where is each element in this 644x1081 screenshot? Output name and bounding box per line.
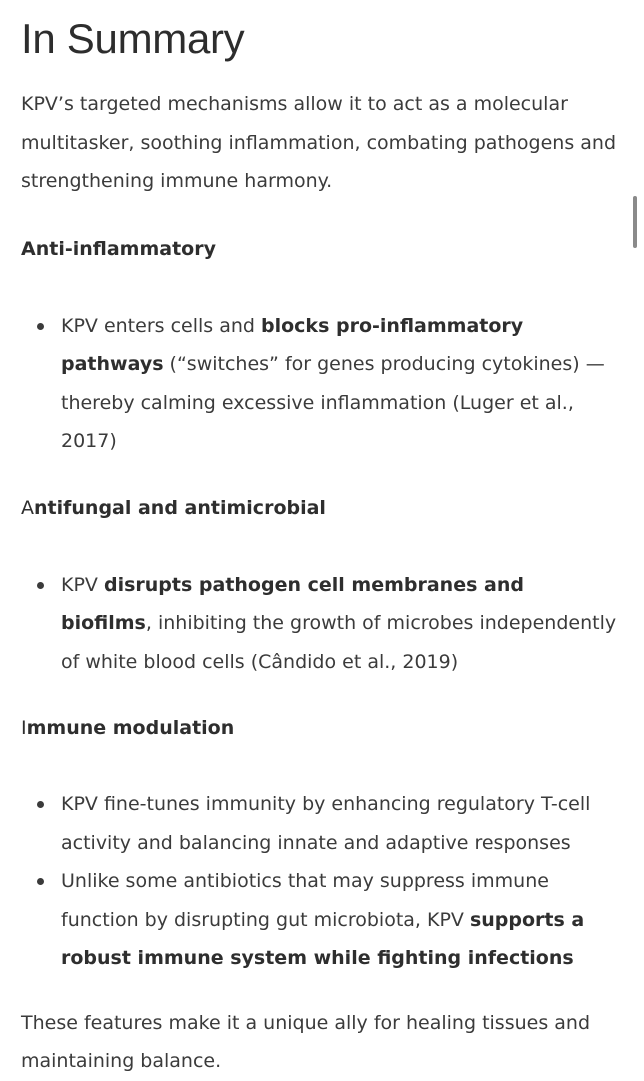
list-item: Unlike some antibiotics that may suppress immune function by disrupting gut microbiota, KPV supports a robust immune system while fighting infections [21,862,621,978]
article-content [21,0,621,1081]
list-item: KPV enters cells and blocks pro-inflammatory pathways (“switches” for genes producing cytokines) — thereby calming excessive inflammation (Luger et al., 2017) [21,307,621,461]
antifungal-list [21,566,621,682]
section-heading-antifungal: Antifungal and antimicrobial [21,496,326,519]
anti-inflammatory-list [21,307,621,461]
immune-modulation-list [21,785,621,978]
intro-paragraph: KPV’s targeted mechanisms allow it to act as a molecular multitasker, soothing inflammation, combating pathogens and strengthening immune harmony. [21,93,617,192]
closing-paragraph: These features make it a unique ally for healing tissues and maintaining balance. [21,1011,591,1072]
section-heading-anti-inflammatory: Anti-inflammatory [21,237,216,260]
list-item: KPV disrupts pathogen cell membranes and biofilms, inhibiting the growth of microbes independently of white blood cells (Cândido et al., 2019) [21,566,621,682]
section-heading-immune-modulation: Immune modulation [21,717,235,739]
scrollbar-thumb[interactable] [633,196,637,248]
list-item: KPV fine-tunes immunity by enhancing regulatory T-cell activity and balancing innate and adaptive responses [21,785,621,862]
page-title: In Summary [21,15,245,62]
